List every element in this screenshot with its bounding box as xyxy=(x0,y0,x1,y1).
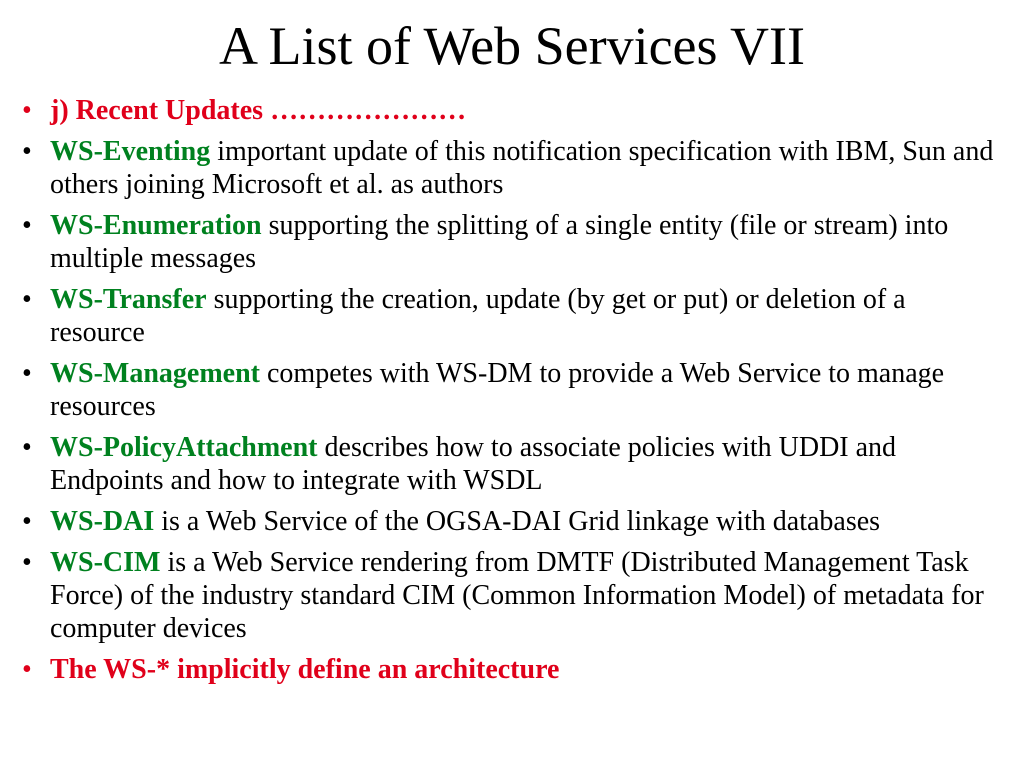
bullet-dot-icon: • xyxy=(22,136,32,167)
bullet-description: supporting the splitting of a single entity (file or stream) into multiple messages xyxy=(50,210,949,274)
bullet-dot-icon: • xyxy=(22,95,32,126)
slide-title: A List of Web Services VII xyxy=(218,16,806,76)
bullet-item-architecture xyxy=(22,653,1007,686)
bullet-item-ws-enumeration xyxy=(22,209,1007,275)
bullet-item-ws-management xyxy=(22,357,1007,423)
bullet-dot-icon: • xyxy=(22,654,32,685)
bullet-list xyxy=(22,94,1007,694)
bullet-term: WS-PolicyAttachment xyxy=(50,432,318,463)
bullet-dot-icon: • xyxy=(22,547,32,578)
bullet-description: important update of this notification specification with IBM, Sun and others joining Microsoft et al. as authors xyxy=(50,136,994,200)
bullet-dot-icon: • xyxy=(22,506,32,537)
bullet-description: describes how to associate policies with UDDI and Endpoints and how to integrate with WSDL xyxy=(50,432,897,496)
bullet-dot-icon: • xyxy=(22,358,32,389)
bullet-heading: j) Recent Updates ………………… xyxy=(50,95,467,126)
bullet-term: WS-Transfer xyxy=(50,284,207,315)
bullet-description: competes with WS-DM to provide a Web Service to manage resources xyxy=(50,358,945,422)
bullet-dot-icon: • xyxy=(22,284,32,315)
bullet-item-ws-transfer xyxy=(22,283,1007,349)
bullet-item-ws-eventing xyxy=(22,135,1007,201)
bullet-description: supporting the creation, update (by get or put) or deletion of a resource xyxy=(50,284,906,348)
bullet-dot-icon: • xyxy=(22,432,32,463)
bullet-term: WS-Eventing xyxy=(50,136,211,167)
bullet-heading: The WS-* implicitly define an architecture xyxy=(50,654,560,685)
bullet-item-ws-dai xyxy=(22,505,1007,538)
bullet-term: WS-Management xyxy=(50,358,260,389)
bullet-item-ws-policyattachment xyxy=(22,431,1007,497)
bullet-term: WS-CIM xyxy=(50,547,161,578)
bullet-term: WS-DAI xyxy=(50,506,155,537)
bullet-term: WS-Enumeration xyxy=(50,210,262,241)
bullet-description: is a Web Service rendering from DMTF (Distributed Management Task Force) of the industry standard CIM (Common Information Model) of metadata for computer devices xyxy=(50,547,984,644)
bullet-description: is a Web Service of the OGSA-DAI Grid linkage with databases xyxy=(154,506,881,537)
bullet-item-recent-updates xyxy=(22,94,1007,127)
bullet-dot-icon: • xyxy=(22,210,32,241)
bullet-item-ws-cim xyxy=(22,546,1007,645)
